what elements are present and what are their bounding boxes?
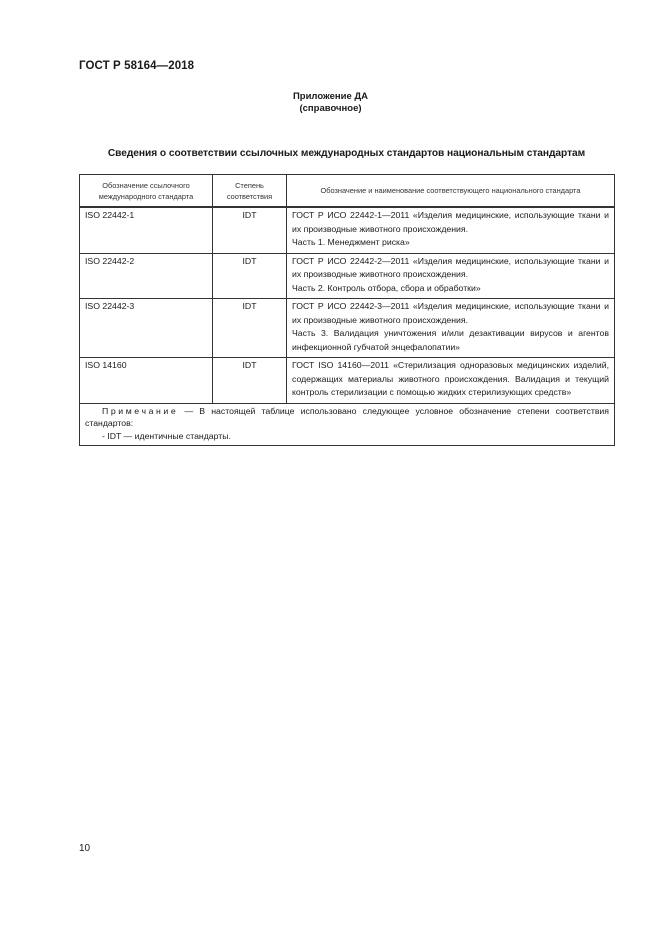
international-code: ISO 14160 (80, 358, 213, 404)
table-title: Сведения о соответствии ссылочных международных стандартов национальным стандартам (107, 148, 586, 159)
table-row (80, 299, 615, 358)
table-row (80, 253, 615, 299)
table-row (80, 358, 615, 404)
page-number: 10 (79, 843, 91, 854)
national-standard-cell (287, 253, 615, 299)
international-code: ISO 22442-3 (80, 299, 213, 358)
table-note (80, 403, 615, 446)
table-header-row (80, 175, 615, 208)
appendix-title: Приложение ДА (292, 91, 369, 102)
standard-title-line: Часть 2. Контроль отбора, сбора и обработки» (292, 282, 481, 293)
table-row (80, 207, 615, 253)
header-international-standard (80, 175, 213, 208)
header-line: Обозначение и наименование соответствующего национального стандарта (320, 186, 581, 195)
table-note-row (80, 403, 615, 446)
header-line: Степень (235, 180, 264, 190)
degree-value: IDT (213, 207, 287, 253)
international-code: ISO 22442-1 (80, 207, 213, 253)
standards-correspondence-table (79, 174, 615, 446)
degree-value: IDT (213, 299, 287, 358)
header-national-standard (287, 175, 615, 208)
note-item: - IDT — идентичные стандарты. (102, 430, 231, 441)
document-code: ГОСТ Р 58164—2018 (79, 60, 195, 72)
standard-title-line: Часть 3. Валидация уничтожения и/или дезактивации вирусов и агентов инфекционной губчатой энцефалопатии» (292, 328, 609, 352)
degree-value: IDT (213, 253, 287, 299)
header-line: Обозначение ссылочного (102, 180, 190, 190)
standard-title-line: ГОСТ ISO 14160—2011 «Стерилизация одноразовых медицинских изделий, содержащих материалы животного происхождения. Валидация и текущий контроль стерилизации с помощью жидких стерилизующих средств» (292, 360, 609, 397)
appendix-subtitle: (справочное) (299, 103, 362, 114)
standard-title-line: ГОСТ Р ИСО 22442-3—2011 «Изделия медицинские, использующие ткани и их производные животного происхождения. (292, 301, 609, 325)
header-line: соответствия (226, 191, 273, 201)
degree-value: IDT (213, 358, 287, 404)
header-degree (213, 175, 287, 208)
national-standard-cell (287, 207, 615, 253)
standard-title-line: Часть 1. Менеджмент риска» (292, 237, 410, 247)
note-label: Примечание (102, 405, 179, 416)
international-code: ISO 22442-2 (80, 253, 213, 299)
national-standard-cell (287, 299, 615, 358)
note-text: — В настоящей таблице использовано следующее условное обозначение степени соответствия стандартов: (85, 405, 609, 428)
standard-title-line: ГОСТ Р ИСО 22442-1—2011 «Изделия медицинские, использующие ткани и их производные животного происхождения. (292, 210, 609, 234)
header-line: международного стандарта (98, 191, 194, 201)
standard-title-line: ГОСТ Р ИСО 22442-2—2011 «Изделия медицинские, использующие ткани и их производные животного происхождения. (292, 255, 609, 279)
national-standard-cell (287, 358, 615, 404)
